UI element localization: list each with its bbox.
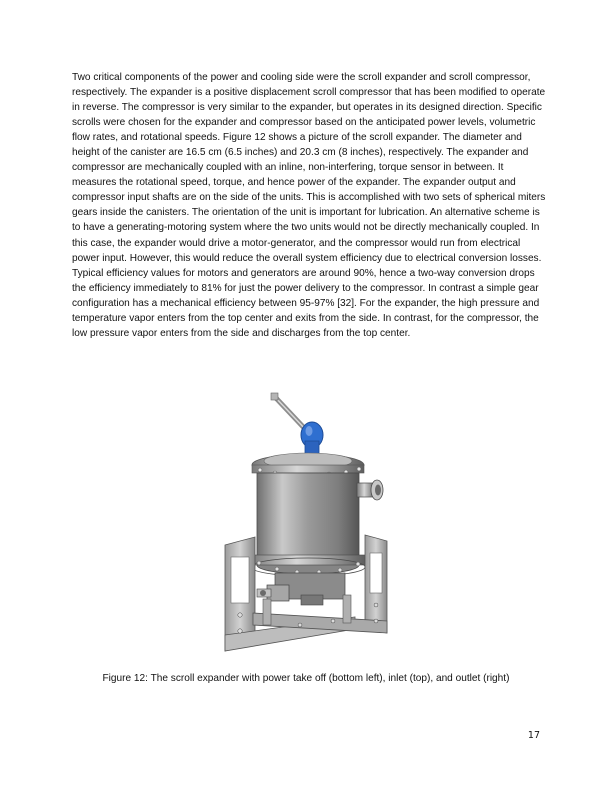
- page-number: 17: [527, 730, 540, 741]
- inlet-pipe: [271, 393, 323, 457]
- body-paragraph: Two critical components of the power and cooling side were the scroll expander and scroll compressor, respectively. The expander is a positive displacement scroll compressor that has been modified to operate in reverse. The compressor is very similar to the expander, but operates in its designed direction. Specific scrolls were chosen for the expander and compressor based on the anticipated power levels, volumetric flow rates, and rotational speeds. Figure 12 shows a picture of the scroll expander. The diameter and height of the canister are 16.5 cm (6.5 inches) and 20.3 cm (8 inches), respectively. The expander and compressor are mechanically coupled with an inline, non-interfering, torque sensor in between. It measures the rotational speed, torque, and hence power of the expander. The expander output and compressor input shafts are on the side of the units. This is accomplished with two sets of spherical miters gears inside the canisters. The orientation of the unit is important for lubrication. An alternative scheme is to have a generating-motoring system where the two units would not be directly mechanically coupled. In this case, the expander would drive a motor-generator, and the compressor would run from electrical power input. However, this would reduce the overall system efficiency due to electrical conversion losses. Typical efficiency values for motors and generators are around 90%, hence a two-way conversion drops the efficiency immediately to 81% for just the power delivery to the compressor. In contrast a simple gear configuration has a mechanical efficiency between 95-97% [32]. For the expander, the high pressure and temperature vapor enters from the top center and exits from the side. In contrast, for the compressor, the low pressure vapor enters from the side and discharges from the top center.: [72, 72, 546, 339]
- canister: [251, 473, 365, 576]
- outlet-port: [357, 480, 383, 500]
- figure-caption: Figure 12: The scroll expander with power take off (bottom left), inlet (top), and outlet (right): [102, 673, 510, 684]
- scroll-expander-photo: [205, 385, 410, 655]
